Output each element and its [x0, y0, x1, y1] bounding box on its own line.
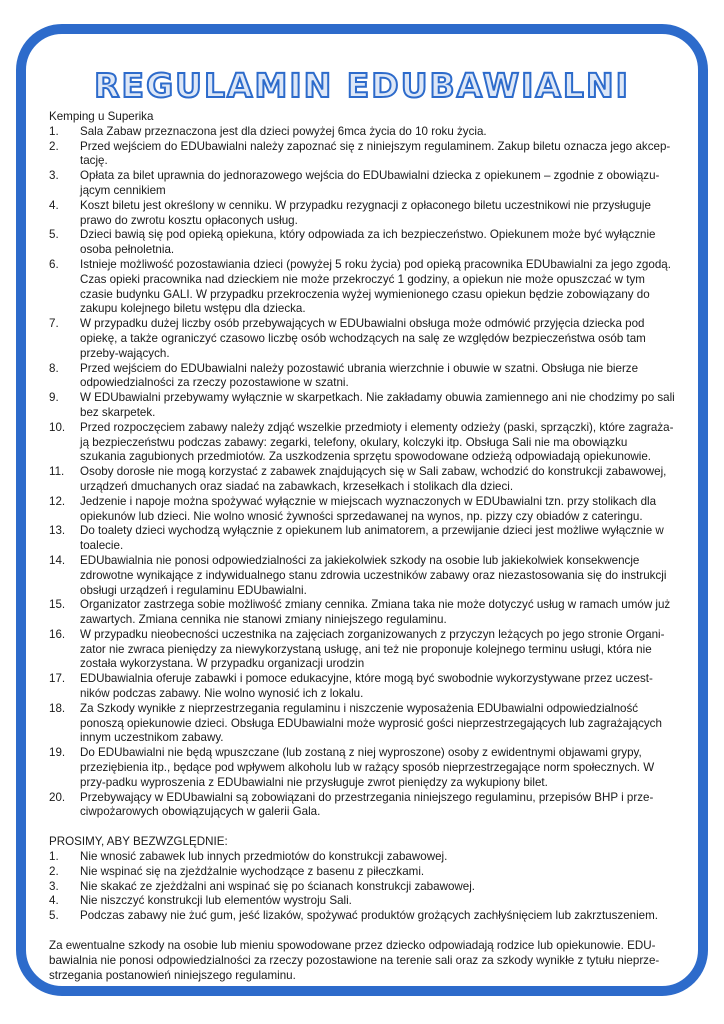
prosimy-item: [49, 850, 675, 865]
rule-item-number: 13.: [49, 524, 66, 538]
rule-item-number: 1.: [49, 124, 59, 138]
footer-note: Za ewentualne szkody na osobie lub mieniu spowodowane przez dziecko odpowiadają rodzice lub opiekunowie. EDU-bawialnia nie ponosi odpowiedzialności za rzeczy pozostawione na terenie sali oraz za szkody wynikłe z tytułu nieprze-strzegania postanowień niniejszego regulaminu.: [49, 939, 660, 982]
rule-item-text: Przebywający w EDUbawialni są zobowiązani do przestrzegania niniejszego regulaminu, przepisów BHP i prze-ciwpożarowych obowiązujących w galerii Gala.: [80, 790, 654, 819]
rule-item-text: Przed wejściem do EDUbawialni należy pozostawić ubrania wierzchnie i obuwie w szatni. Obsługa nie bierze odpowiedzialności za rzeczy pozostawione w szatni.: [80, 361, 639, 390]
rule-item-text: W przypadku nieobecności uczestnika na zajęciach zorganizowanych z przyczyn leżących po jego stronie Organi-zator nie zwraca pieniędzy za niewykorzystaną usługę, ani też nie proponuje kolejnego terminu usługi, która nie została wykorzystana. W przypadku organizacji urodzin: [80, 627, 665, 671]
rule-item-text: Opłata za bilet uprawnia do jednorazowego wejścia do EDUbawialni dziecka z opiekunem – zgodnie z obowiązu-jącym cennikiem: [80, 169, 660, 197]
rule-item-number: 10.: [49, 420, 66, 434]
prosimy-item: [49, 880, 675, 895]
rule-item: [49, 140, 675, 170]
rule-item: [49, 495, 675, 525]
rule-item-number: 17.: [49, 672, 66, 686]
rule-item-text: Osoby dorosłe nie mogą korzystać z zabawek znajdujących się w Sali zabaw, wchodzić do konstrukcji zabawowej, urządzeń dmuchanych oraz siadać na zabawkach, krzesełkach i stolikach dla dzieci.: [80, 465, 667, 493]
rule-item: [49, 317, 675, 361]
prosimy-item-number: 3.: [49, 879, 59, 893]
rule-item-text: Przed rozpoczęciem zabawy należy zdjąć wszelkie przedmioty i elementy odzieży (paski, sprzączki), które zagraża-ją bezpieczeństwu podczas zabawy: zegarki, telefony, okulary, kolczyki itp. Obsługa Sali nie ma obowiązku szukania zagubionych przedmiotów. Za uszkodzenia sprzętu spowodowane odzieżą odpowiadają opiekunowie.: [80, 420, 674, 464]
rule-item-text: W EDUbawialni przebywamy wyłącznie w skarpetkach. Nie zakładamy obuwia zamiennego ani nie chodzimy po sali bez skarpetek.: [80, 391, 675, 419]
rule-item-text: W przypadku dużej liczby osób przebywających w EDUbawialni obsługa może odmówić przyjęcia dziecka pod opiekę, a także ograniczyć czasowo liczbę osób wchodzących na salę ze względów bezpieczeństwa osób tam przeby-wających.: [80, 317, 646, 360]
prosimy-item-text: Nie niszczyć konstrukcji lub elementów wystroju Sali.: [80, 894, 352, 908]
rule-item: [49, 258, 675, 317]
prosimy-item-number: 1.: [49, 850, 59, 864]
rule-item: [49, 791, 675, 821]
rule-item-text: Koszt biletu jest określony w cenniku. W przypadku rezygnacji z opłaconego biletu uczestnikowi nie przysługuje prawo do zwrotu kosztu opłaconych usług.: [80, 198, 651, 227]
rule-item-number: 9.: [49, 391, 59, 405]
prosimy-item: [49, 894, 675, 909]
rule-item-text: Do EDUbawialni nie będą wpuszczane (lub zostaną z niej wyproszone) osoby z ewidentnymi objawami grypy, przeziębienia itp., będące pod wpływem alkoholu lub w rażący sposób nieprzestrzegające norm społecznych. W przy-padku wyproszenia z EDUbawialni nie przysługuje zwrot pieniędzy za wykupiony bilet.: [80, 746, 655, 789]
rule-item: [49, 524, 675, 554]
rules-list: [49, 125, 675, 820]
rule-item: [49, 391, 675, 421]
rule-item-number: 19.: [49, 746, 66, 760]
prosimy-heading: PROSIMY, ABY BEZWZGLĘDNIE:: [49, 835, 228, 849]
rule-item-number: 8.: [49, 361, 59, 375]
rule-item: [49, 228, 675, 258]
rule-item: [49, 362, 675, 392]
rule-item: [49, 465, 675, 495]
prosimy-item-text: Nie wspinać się na zjeżdżalnie wychodzące z basenu z piłeczkami.: [80, 864, 425, 878]
rule-item-number: 4.: [49, 198, 59, 212]
regulations-body: [49, 110, 675, 983]
rule-item-number: 11.: [49, 465, 65, 479]
rule-item-number: 2.: [49, 139, 59, 153]
prosimy-item-text: Podczas zabawy nie żuć gum, jeść lizaków, spożywać produktów grożących zachłyśnięciem lub zakrztuszeniem.: [80, 909, 659, 923]
rule-item-number: 15.: [49, 598, 66, 612]
rule-item-text: Za Szkody wynikłe z nieprzestrzegania regulaminu i niszczenie wyposażenia EDUbawialni odpowiedzialność ponoszą opiekunowie dzieci. Obsługa EDUbawialni może wyprosić gości nieprzestrzegających lub zagrażających innym uczestnikom zabawy.: [80, 701, 662, 745]
rule-item: [49, 169, 675, 199]
rule-item-text: Organizator zastrzega sobie możliwość zmiany cennika. Zmiana taka nie może dotyczyć usług w ramach umów już zawartych. Zmiana cennika nie stanowi zmiany niniejszego regulaminu.: [80, 598, 671, 627]
rule-item-text: EDUbawialnia nie ponosi odpowiedzialności za jakiekolwiek szkody na osobie lub jakiekolwiek konsekwencje zdrowotne wynikające z indywidualnego stanu zdrowia uczestników zabawy oraz niezastosowania się do instrukcji obsługi urządzeń i regulaminu EDUbawialni.: [80, 553, 667, 597]
rule-item-number: 5.: [49, 228, 59, 242]
rule-item-number: 6.: [49, 257, 59, 271]
rule-item-text: Jedzenie i napoje można spożywać wyłącznie w miejscach wyznaczonych w EDUbawialni tzn. przy stolikach dla opiekunów lub dzieci. Nie wolno wnosić żywności sprzedawanej na wynos, np. pizzy czy obiadów z cateringu.: [80, 494, 657, 523]
prosimy-item-number: 4.: [49, 894, 59, 908]
rule-item: [49, 199, 675, 229]
prosimy-item: [49, 865, 675, 880]
subtitle: Kemping u Superika: [49, 110, 154, 123]
rule-item: [49, 746, 675, 790]
rule-item-text: EDUbawialnia oferuje zabawki i pomoce edukacyjne, które mogą być swobodnie wykorzystywane przez uczest-ników podczas zabawy. Nie wolno wynosić ich z lokalu.: [80, 672, 653, 701]
rule-item-number: 14.: [49, 553, 66, 567]
rule-item-number: 18.: [49, 701, 66, 715]
rule-item: [49, 554, 675, 598]
rule-item-number: 3.: [49, 169, 59, 183]
rule-item-number: 20.: [49, 790, 66, 804]
rule-item: [49, 421, 675, 465]
prosimy-item-text: Nie wnosić zabawek lub innych przedmiotów do konstrukcji zabawowej.: [80, 850, 448, 864]
rule-item-number: 16.: [49, 627, 66, 641]
rule-item: [49, 672, 675, 702]
rule-item-number: 7.: [49, 317, 59, 331]
rule-item: [49, 702, 675, 746]
prosimy-item-number: 5.: [49, 909, 59, 923]
rule-item-text: Przed wejściem do EDUbawialni należy zapoznać się z niniejszym regulaminem. Zakup biletu oznacza jego akcep-tację.: [80, 139, 671, 168]
rule-item-text: Sala Zabaw przeznaczona jest dla dzieci powyżej 6mca życia do 10 roku życia.: [80, 124, 487, 138]
rule-item-text: Dzieci bawią się pod opieką opiekuna, który odpowiada za ich bezpieczeństwo. Opiekunem może być wyłącznie osoba pełnoletnia.: [80, 228, 656, 257]
rule-item-number: 12.: [49, 494, 66, 508]
page-title: REGULAMIN EDUBAWIALNI: [94, 66, 630, 105]
rule-item: [49, 125, 675, 140]
prosimy-item-number: 2.: [49, 864, 59, 878]
rule-item-text: Do toalety dzieci wychodzą wyłącznie z opiekunem lub animatorem, a przewijanie dzieci jest możliwe wyłącznie w toalecie.: [80, 524, 664, 553]
spacer: [49, 820, 675, 835]
rule-item-text: Istnieje możliwość pozostawiania dzieci (powyżej 5 roku życia) pod opieką pracownika EDUbawialni za jego zgodą. Czas opieki pracownika nad dzieckiem nie może przekroczyć 1 godziny, a opiekun nie może opuszczać w tym czasie budynku GALI. W przypadku przekroczenia wyżej wymienionego czasu opiekun będzie zobowiązany do zakupu kolejnego biletu wstępu dla dziecka.: [80, 257, 671, 316]
prosimy-list: [49, 850, 675, 924]
spacer: [49, 924, 675, 939]
rule-item: [49, 628, 675, 672]
rule-item: [49, 598, 675, 628]
prosimy-item-text: Nie skakać ze zjeżdżalni ani wspinać się po ścianach konstrukcji zabawowej.: [80, 879, 476, 893]
prosimy-item: [49, 909, 675, 924]
